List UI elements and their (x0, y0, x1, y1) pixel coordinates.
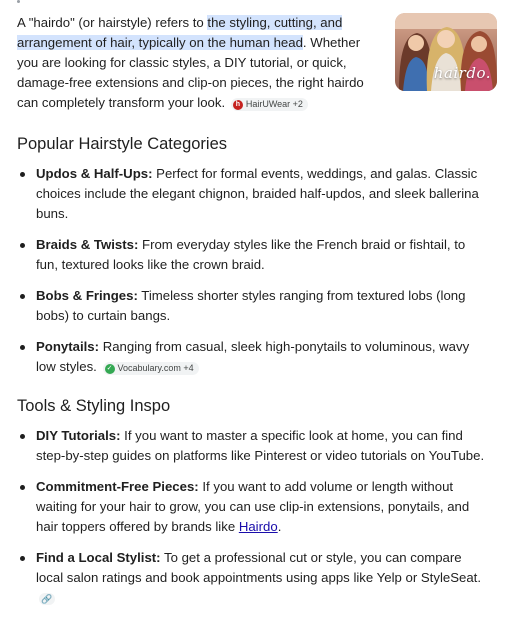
intro-paragraph (17, 13, 375, 113)
item-text-after: . (277, 519, 282, 534)
heading-tools-styling: Tools & Styling Inspo (17, 397, 171, 415)
item-text: If you want to add volume or length without waiting for your hair to grow, you can use clip-in extensions, ponytails, and hair toppers offered by brands like (36, 479, 470, 534)
heading-popular-categories: Popular Hairstyle Categories (17, 135, 228, 153)
source-chip-vocabulary[interactable] (103, 362, 199, 375)
hairdo-link[interactable]: Hairdo (238, 519, 278, 534)
intro-highlight[interactable]: the styling, cutting, and arrangement of hair, typically on the human head (17, 15, 343, 50)
item-term: Find a Local Stylist: (36, 550, 161, 565)
item-term: Braids & Twists: (36, 237, 139, 252)
list-item-updos (17, 164, 486, 224)
hairuwear-logo-icon: h (233, 100, 243, 110)
item-term: DIY Tutorials: (36, 428, 121, 443)
list-item-bobs (17, 286, 486, 326)
item-term: Commitment-Free Pieces: (36, 479, 199, 494)
list-item-diy (17, 426, 486, 466)
hairdo-thumbnail-image[interactable] (395, 13, 497, 91)
vocabulary-logo-icon: ✓ (105, 364, 115, 374)
item-text: To get a professional cut or style, you can compare local salon ratings and book appointments using apps like Yelp or StyleSeat. (36, 550, 481, 585)
item-term: Updos & Half-Ups: (36, 166, 153, 181)
item-term: Bobs & Fringes: (36, 288, 138, 303)
source-chip-label: HairUWear +2 (245, 99, 303, 109)
item-text: Timeless shorter styles ranging from textured lobs (long bobs) to curtain bangs. (36, 288, 466, 323)
item-text: From everyday styles like the French braid or fishtail, to fun, textured looks like the crown braid. (36, 237, 466, 272)
item-text: Ranging from casual, sleek high-ponytails to voluminous, wavy low styles. (36, 339, 470, 374)
item-text: If you want to master a specific look at home, you can find step-by-step guides on platforms like Pinterest or video tutorials on YouTube. (36, 428, 485, 463)
source-chip-hairuwear[interactable] (231, 98, 308, 111)
link-icon[interactable]: 🔗 (39, 593, 55, 605)
tools-list (17, 426, 495, 608)
item-term: Ponytails: (36, 339, 100, 354)
intro-section (17, 0, 495, 113)
list-item-braids (17, 235, 486, 275)
list-item-commitment-free (17, 477, 486, 537)
intro-text-before: A "hairdo" (or hairstyle) refers to (17, 15, 208, 30)
list-item-local-stylist (17, 548, 486, 608)
source-chip-label: Vocabulary.com +4 (117, 363, 194, 373)
ai-overview-content (17, 0, 495, 619)
intro-text-after: . Whether you are looking for classic styles, a DIY tutorial, or quick, damage-free extensions and clip-on pieces, the right hairdo can completely transform your look. (17, 35, 364, 110)
list-item-ponytails (17, 337, 486, 377)
item-text: Perfect for formal events, weddings, and galas. Classic choices include the elegant chignon, braided half-updos, and sleek ballerina buns. (36, 166, 479, 221)
thumbnail-brand-text: hairdo. (433, 64, 491, 82)
categories-list (17, 164, 495, 377)
